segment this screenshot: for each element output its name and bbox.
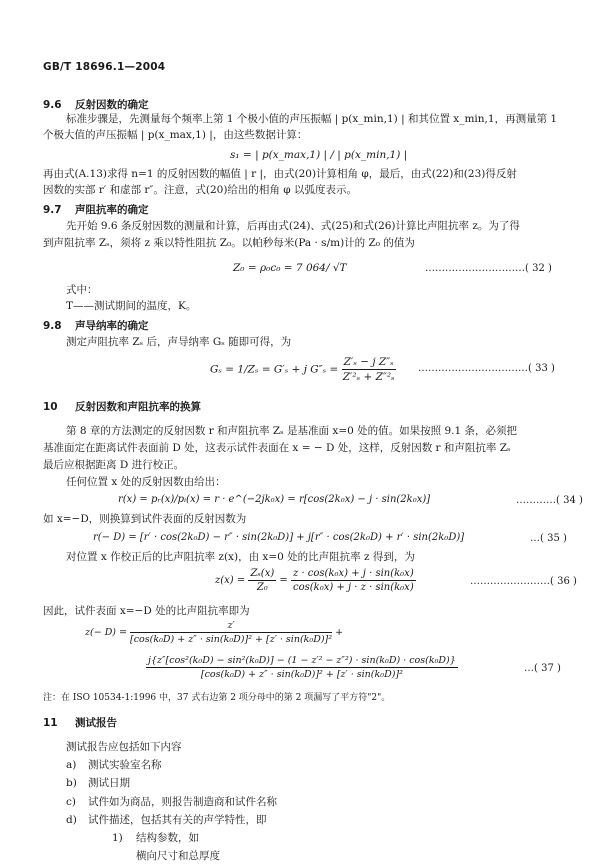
- list-text: 试件描述，包括其有关的声学特性，即: [88, 814, 267, 826]
- paragraph-line: 如 x=−D，则换算到试件表面的反射因数为: [43, 513, 247, 525]
- numerator: Zₛ(x): [250, 568, 275, 579]
- section-title: 测试报告: [75, 717, 117, 729]
- symbol-definition: T——测试期间的温度，K。: [66, 300, 197, 312]
- list-label: b): [66, 777, 77, 789]
- section-title: 反射因数的确定: [75, 99, 149, 111]
- section-heading-9-7: [43, 202, 149, 217]
- section-heading-9-6: [43, 97, 149, 112]
- section-number: 9.6: [43, 99, 62, 111]
- equation-s1: s₁ = | p(x_max,1) | / | p(x_min,1) |: [230, 149, 408, 161]
- equation-37-line1: z(− D) = $\frac{z'}{\text{[cos(k₀D) + z″ · sin(k₀D)]² + [z′ · sin(k₀D)]²}}$ +: [85, 620, 344, 645]
- denominator: cos(k₀x) + j · z · sin(k₀x): [293, 582, 414, 593]
- paragraph-line: 个极大值的声压振幅 | p(x_max,1) |，由这些数据计算：: [43, 129, 308, 141]
- section-number: 11: [43, 717, 58, 729]
- equation-lhs: z(x) =: [215, 575, 246, 586]
- section-number: 9.8: [43, 320, 62, 332]
- equation-lhs: z(− D) =: [85, 627, 127, 638]
- paragraph-line: 因此，试件表面 x=−D 处的比声阻抗率即为: [43, 605, 250, 617]
- footnote: 注：在 ISO 10534-1:1996 中，37 式右边第 2 项分母中的第 2 项漏写了平方符"2"。: [43, 693, 391, 703]
- list-item: [66, 813, 267, 828]
- numerator: Z′ₛ − j Z″ₛ: [343, 356, 394, 368]
- section-heading-10: [43, 399, 201, 414]
- paragraph-line: 任何位置 x 处的反射因数由给出：: [66, 476, 226, 488]
- equation-number-32: …………………………( 32 ): [425, 263, 552, 274]
- section-number: 9.7: [43, 204, 62, 216]
- paragraph-line: 先开始 9.6 条反射因数的测量和计算，后再由式(24)、式(25)和式(26)计算比声阻抗率 z。为了得: [66, 220, 520, 232]
- fraction: [130, 620, 332, 645]
- denominator: [cos(k₀D) + z″ · sin(k₀D)]² + [z′ · sin(k₀D)]²: [200, 669, 403, 680]
- paragraph-line: 最后应根据距离 D 进行校正。: [43, 459, 185, 471]
- section-number: 10: [43, 401, 58, 413]
- fraction: [342, 356, 396, 383]
- list-item: [66, 776, 130, 791]
- equation-number-37: …( 37 ): [524, 663, 561, 674]
- sub-sub-item: 横向尺寸和总厚度: [136, 850, 220, 862]
- standard-number-header: GB/T 18696.1—2004: [43, 61, 166, 73]
- list-text: 结构参数，如: [136, 832, 199, 844]
- list-label: c): [66, 796, 76, 808]
- paragraph-line: 再由式(A.13)求得 n=1 的反射因数的幅值 | r |，由式(20)计算相角 φ，最后，由式(22)和(23)得反射: [43, 168, 517, 180]
- denominator: Z₀: [256, 582, 268, 593]
- equation-number-33: ……………………………( 33 ): [418, 363, 555, 374]
- equation-36: z(x) = $\frac{\text{Zₛ(x)}}{\text{Z₀}}$ = $\frac{\text{z · cos(k₀x) + j · sin(k₀x)}}{\text{cos(k₀x) + j · z · sin(k₀x)}}$: [215, 568, 414, 593]
- section-title: 反射因数和声阻抗率的换算: [75, 401, 201, 413]
- paragraph-line: 因数的实部 r′ 和虚部 r″。注意，式(20)给出的相角 φ 以弧度表示。: [43, 184, 357, 196]
- paragraph-line: 对位置 x 作校正后的比声阻抗率 z(x)，由 x=0 处的比声阻抗率 z 得到，为: [66, 551, 415, 563]
- list-item: [66, 795, 277, 810]
- numerator: j{z″[cos²(k₀D) − sin²(k₀D)] − (1 − z′² − z″²) · sin(k₀D) · cos(k₀D)}: [148, 655, 456, 666]
- equation-lhs: Gₛ = 1/Zₛ = G′ₛ + j G″ₛ =: [210, 363, 339, 376]
- equation-34: r(x) = pᵣ(x)/pᵢ(x) = r · e^(−2jk₀x) = r[cos(2k₀x) − j · sin(2k₀x)]: [118, 494, 431, 505]
- equation-number-36: ……………………( 36 ): [470, 576, 577, 587]
- list-label: 1): [112, 832, 123, 844]
- numerator: z′: [130, 620, 332, 633]
- list-text: 测试实验室名称: [88, 759, 162, 771]
- paragraph-line: 标准步骤是，先测量每个频率上第 1 个极小值的声压振幅 | p(x_min,1) | 和其位置 x_min,1，再测量第 1: [66, 113, 558, 125]
- equation-37-line2: [146, 655, 458, 680]
- section-heading-11: [43, 715, 117, 730]
- paragraph-line: 基准面定在距离试件表面前 D 处，这表示试件表面在 x = − D 处，这样，反射因数 r 和声阻抗率 Zₛ: [43, 442, 511, 454]
- equation-number-35: …( 35 ): [530, 533, 567, 544]
- paragraph-line: 测定声阻抗率 Zₛ 后，声导纳率 Gₛ 随即可得，为: [66, 336, 292, 348]
- denominator: Z′²ₛ + Z″²ₛ: [342, 371, 395, 383]
- fraction: [146, 655, 458, 680]
- fraction: [291, 568, 416, 593]
- where-label: 式中：: [66, 284, 98, 296]
- paragraph-line: 测试报告应包括如下内容: [66, 741, 182, 753]
- list-text: 测试日期: [88, 777, 130, 789]
- list-label: d): [66, 814, 77, 826]
- section-title: 声导纳率的确定: [75, 320, 149, 332]
- equation-35: r(− D) = [r′ · cos(2k₀D) − r″ · sin(2k₀D)] + j[r″ · cos(2k₀D) + r′ · sin(2k₀D)]: [93, 532, 465, 543]
- section-title: 声阻抗率的确定: [75, 204, 149, 216]
- sub-list-item: [112, 831, 199, 846]
- fraction: [248, 568, 276, 593]
- denominator: [cos(k₀D) + z″ · sin(k₀D)]² + [z′ · sin(k₀D)]²: [130, 634, 333, 645]
- list-item: [66, 758, 162, 773]
- list-label: a): [66, 759, 77, 771]
- list-text: 试件如为商品，则报告制造商和试件名称: [88, 796, 277, 808]
- equation-32: Z₀ = ρ₀c₀ = 7 064/ √T: [233, 262, 347, 274]
- paragraph-line: 第 8 章的方法测定的反射因数 r 和声阻抗率 Zₛ 是基准面 x=0 处的值。如果按照 9.1 条，必须把: [66, 425, 518, 437]
- section-heading-9-8: [43, 318, 149, 333]
- equation-number-34: …………( 34 ): [516, 495, 583, 506]
- numerator: z · cos(k₀x) + j · sin(k₀x): [293, 568, 414, 579]
- paragraph-line: 到声阻抗率 Zₛ，须将 z 乘以特性阻抗 Z₀。以帕秒每米(Pa · s/m)计的 Z₀ 的值为: [43, 237, 415, 249]
- equation-33: [210, 356, 396, 383]
